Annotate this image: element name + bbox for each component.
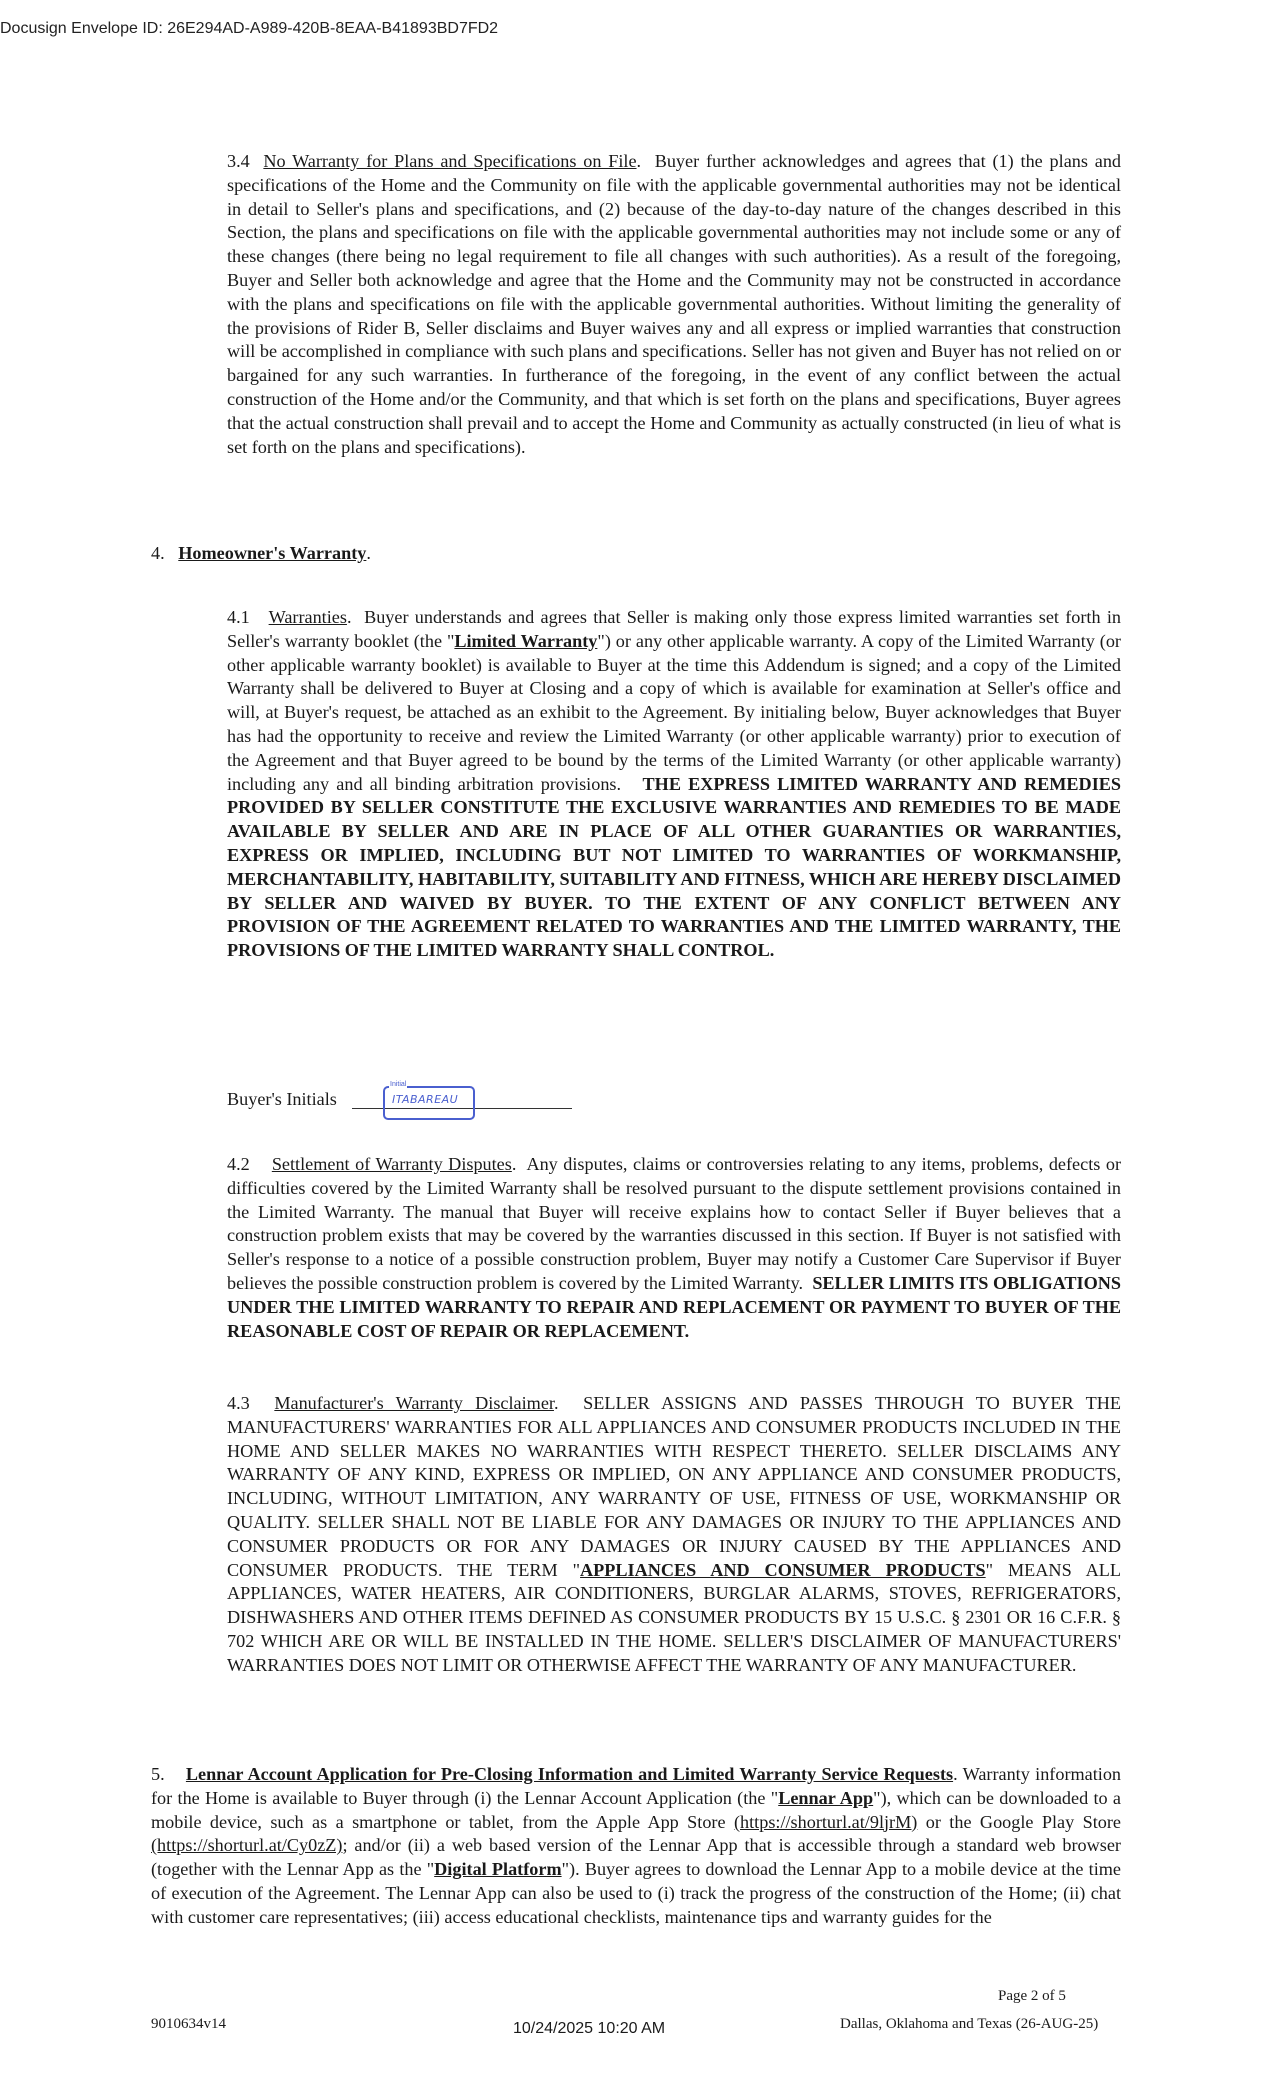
section-4-2-number: 4.2 (227, 1154, 250, 1174)
lennar-app-term: Lennar App (778, 1787, 874, 1808)
page-number: Page 2 of 5 (998, 1988, 1066, 2004)
document-region: Dallas, Oklahoma and Texas (26-AUG-25) (840, 2016, 1099, 2032)
section-4-1: 4.1 Warranties. Buyer understands and agrees that Seller is making only those express limited warranties set forth in Seller's warranty booklet (the "Limited Warranty") or any other applicable warranty. A copy of the Limited Warranty (or other applicable warranty booklet) is available to Buyer at the time this Addendum is signed; and a copy of the Limited Warranty shall be delivered to Buyer at Closing and a copy of which is available for examination at Seller's office and will, at Buyer's request, be attached as an exhibit to the Agreement. By initialing below, Buyer acknowledges that Buyer has had the opportunity to receive and review the Limited Warranty (or other applicable warranty) prior to execution of the Agreement and that Buyer agreed to be bound by the terms of the Limited Warranty (or other applicable warranty) including any and all binding arbitration provisions. THE EXPRESS LIMITED WARRANTY AND REMEDIES PROVIDED BY SELLER CONSTITUTE THE EXCLUSIVE WARRANTIES AND REMEDIES TO BE MADE AVAILABLE BY SELLER AND ARE IN PLACE OF ALL OTHER GUARANTIES OR WARRANTIES, EXPRESS OR IMPLIED, INCLUDING BUT NOT LIMITED TO WARRANTIES OF WORKMANSHIP, MERCHANTABILITY, HABITABILITY, SUITABILITY AND FITNESS, WHICH ARE HEREBY DISCLAIMED BY SELLER AND WAIVED BY BUYER. TO THE EXTENT OF ANY CONFLICT BETWEEN ANY PROVISION OF THE AGREEMENT RELATED TO WARRANTIES AND THE LIMITED WARRANTY, THE PROVISIONS OF THE LIMITED WARRANTY SHALL CONTROL. (227, 607, 1122, 961)
section-3-4-number: 3.4 (227, 151, 250, 171)
section-4-3-body-b: " MEANS ALL APPLIANCES, WATER HEATERS, AIR CONDITIONERS, BURGLAR ALARMS, STOVES, REFRIGERATORS, DISHWASHERS AND OTHER ITEMS DEFINED AS CONSUMER PRODUCTS BY 15 U.S.C. § 2301 OR 16 C.F.R. § 702 WHICH ARE OR WILL BE INSTALLED IN THE HOME. SELLER'S DISCLAIMER OF MANUFACTURERS' WARRANTIES DOES NOT LIMIT OR OTHERWISE AFFECT THE WARRANTY OF ANY MANUFACTURER. (227, 1559, 1121, 1675)
section-4-1-disclaimer: THE EXPRESS LIMITED WARRANTY AND REMEDIES PROVIDED BY SELLER CONSTITUTE THE EXCLUSIVE WARRANTIES AND REMEDIES TO BE MADE AVAILABLE BY SELLER AND ARE IN PLACE OF ALL OTHER GUARANTIES OR WARRANTIES, EXPRESS OR IMPLIED, INCLUDING BUT NOT LIMITED TO WARRANTIES OF WORKMANSHIP, MERCHANTABILITY, HABITABILITY, SUITABILITY AND FITNESS, WHICH ARE HEREBY DISCLAIMED BY SELLER AND WAIVED BY BUYER. TO THE EXTENT OF ANY CONFLICT BETWEEN ANY PROVISION OF THE AGREEMENT RELATED TO WARRANTIES AND THE LIMITED WARRANTY, THE PROVISIONS OF THE LIMITED WARRANTY SHALL CONTROL. (227, 773, 1122, 961)
section-4-heading: 4. Homeowner's Warranty. (151, 543, 371, 563)
envelope-id: Docusign Envelope ID: 26E294AD-A989-420B-8EAA-B41893BD7FD2 (0, 20, 499, 37)
section-5-body-e: "). Buyer agrees to download the Lennar App to a mobile device at the time of execution of the Agreement. The Lennar App can also be used to (i) track the progress of the construction of the Home; (ii) chat with customer care representatives; (iii) access educational checklists, maintenance tips and warranty guides for the (151, 1859, 1121, 1927)
section-4-3-title: Manufacturer's Warranty Disclaimer (274, 1393, 554, 1413)
initials-signature: ITABAREAU (392, 1093, 459, 1106)
signing-timestamp: 10/24/2025 10:20 AM (513, 2020, 666, 2037)
section-5-number: 5. (151, 1764, 165, 1784)
section-4-1-body-a: Buyer understands and agrees that Seller is making only those express limited warranties set forth in Seller's warranty booklet (the " (227, 607, 1122, 651)
section-4-title: Homeowner's Warranty (178, 543, 367, 563)
section-3-4: 3.4 No Warranty for Plans and Specifications on File. Buyer further acknowledges and agrees that (1) the plans and specifications of the Home and the Community on file with the applicable governmental authorities may not be identical in detail to Seller's plans and specifications, and (2) because of the day-to-day nature of the changes described in this Section, the plans and specifications on file with the applicable governmental authorities may not include some or any of these changes (there being no legal requirement to file all changes with such authorities). As a result of the foregoing, Buyer and Seller both acknowledge and agree that the Home and the Community may not be constructed in accordance with the plans and specifications on file with the applicable governmental authorities. Without limiting the generality of the provisions of Rider B, Seller disclaims and Buyer waives any and all express or implied warranties that construction will be accomplished in compliance with such plans and specifications. Seller has not given and Buyer has not relied on or bargained for any such warranties. In furtherance of the foregoing, in the event of any conflict between the actual construction of the Home and/or the Community, and that which is set forth on the plans and specifications, Buyer agrees that the actual construction shall prevail and to accept the Home and Community as actually constructed (in lieu of what is set forth on the plans and specifications). (227, 151, 1122, 457)
apple-store-link[interactable]: (https://shorturl.at/9ljrM) (733, 1811, 918, 1832)
document-version: 9010634v14 (151, 2016, 226, 2032)
section-5-body-d: ; and/or (ii) a web based version of the Lennar App that is accessible through a standard web browser (together with the Lennar App as the " (151, 1835, 1121, 1880)
section-4-2-body: Any disputes, claims or controversies relating to any items, problems, defects or difficulties covered by the Limited Warranty shall be resolved pursuant to the dispute settlement provisions contained in the Limited Warranty. The manual that Buyer will receive explains how to contact Seller if Buyer believes that a construction problem exists that may be covered by the warranties discussed in this section. If Buyer is not satisfied with Seller's response to a notice of a possible construction problem, Buyer may notify a Customer Care Supervisor if Buyer believes the possible construction problem is covered by the Limited Warranty. (227, 1154, 1122, 1293)
section-3-4-body: Buyer further acknowledges and agrees that (1) the plans and specifications of the Home and the Community on file with the applicable governmental authorities may not be identical in detail to Seller's plans and specifications, and (2) because of the day-to-day nature of the changes described in this Section, the plans and specifications on file with the applicable governmental authorities may not include some or any of these changes (there being no legal requirement to file all changes with such authorities). As a result of the foregoing, Buyer and Seller both acknowledge and agree that the Home and the Community may not be constructed in accordance with the plans and specifications on file with the applicable governmental authorities. Without limiting the generality of the provisions of Rider B, Seller disclaims and Buyer waives any and all express or implied warranties that construction will be accomplished in compliance with such plans and specifications. Seller has not given and Buyer has not relied on or bargained for any such warranties. In furtherance of the foregoing, in the event of any conflict between the actual construction of the Home and/or the Community, and that which is set forth on the plans and specifications, Buyer agrees that the actual construction shall prevail and to accept the Home and Community as actually constructed (in lieu of what is set forth on the plans and specifications). (227, 151, 1122, 457)
google-play-link[interactable]: (https://shorturl.at/Cy0zZ) (151, 1835, 343, 1856)
section-4-1-title: Warranties (268, 607, 347, 627)
section-4-2-title: Settlement of Warranty Disputes (271, 1154, 512, 1174)
section-5-body-c: or the Google Play Store (917, 1811, 1121, 1832)
limited-warranty-term: Limited Warranty (454, 630, 598, 651)
section-4-3-body-a: SELLER ASSIGNS AND PASSES THROUGH TO BUYER THE MANUFACTURERS' WARRANTIES FOR ALL APPLIANCES AND CONSUMER PRODUCTS INCLUDED IN THE HOME AND SELLER MAKES NO WARRANTIES WITH RESPECT THERETO. SELLER DISCLAIMS ANY WARRANTY OF ANY KIND, EXPRESS OR IMPLIED, ON ANY APPLIANCE AND CONSUMER PRODUCTS, INCLUDING, WITHOUT LIMITATION, ANY WARRANTY OF USE, FITNESS OF USE, WORKMANSHIP OR QUALITY. SELLER SHALL NOT BE LIABLE FOR ANY DAMAGES OR INJURY TO THE APPLIANCES AND CONSUMER PRODUCTS OR FOR ANY DAMAGES OR INJURY CAUSED BY THE APPLIANCES AND CONSUMER PRODUCTS. THE TERM " (227, 1393, 1121, 1580)
section-4-2: 4.2 Settlement of Warranty Disputes. Any disputes, claims or controversies relating to any items, problems, defects or difficulties covered by the Limited Warranty shall be resolved pursuant to the dispute settlement provisions contained in the Limited Warranty. The manual that Buyer will receive explains how to contact Seller if Buyer believes that a construction problem exists that may be covered by the warranties discussed in this section. If Buyer is not satisfied with Seller's response to a notice of a possible construction problem, Buyer may notify a Customer Care Supervisor if Buyer believes the possible construction problem is covered by the Limited Warranty. SELLER LIMITS ITS OBLIGATIONS UNDER THE LIMITED WARRANTY TO REPAIR AND REPLACEMENT OR PAYMENT TO BUYER OF THE REASONABLE COST OF REPAIR OR REPLACEMENT. (227, 1154, 1122, 1341)
section-4-2-limitation: SELLER LIMITS ITS OBLIGATIONS UNDER THE LIMITED WARRANTY TO REPAIR AND REPLACEMENT OR PAYMENT TO BUYER OF THE REASONABLE COST OF REPAIR OR REPLACEMENT. (227, 1272, 1121, 1341)
initial-tag: Initial (390, 1081, 407, 1088)
section-5: 5. Lennar Account Application for Pre-Closing Information and Limited Warranty Service Requests. Warranty information for the Home is available to Buyer through (i) the Lennar Account Application (the "Lennar App"), which can be downloaded to a mobile device, such as a smartphone or tablet, from the Apple App Store (https://shorturl.at/9ljrM) or the Google Play Store (https://shorturl.at/Cy0zZ); and/or (ii) a web based version of the Lennar App that is accessible through a standard web browser (together with the Lennar App as the "Digital Platform"). Buyer agrees to download the Lennar App to a mobile device at the time of execution of the Agreement. The Lennar App can also be used to (i) track the progress of the construction of the Home; (ii) chat with customer care representatives; (iii) access educational checklists, maintenance tips and warranty guides for the (151, 1764, 1122, 1927)
section-4-3-number: 4.3 (227, 1393, 250, 1413)
section-5-body-a: Warranty information for the Home is available to Buyer through (i) the Lennar Account Application (the " (151, 1764, 1122, 1808)
section-5-title: Lennar Account Application for Pre-Closing Information and Limited Warranty Service Requests (185, 1764, 954, 1784)
appliances-term: APPLIANCES AND CONSUMER PRODUCTS (580, 1559, 986, 1580)
section-4-3: 4.3 Manufacturer's Warranty Disclaimer. SELLER ASSIGNS AND PASSES THROUGH TO BUYER THE MANUFACTURERS' WARRANTIES FOR ALL APPLIANCES AND CONSUMER PRODUCTS INCLUDED IN THE HOME AND SELLER MAKES NO WARRANTIES WITH RESPECT THERETO. SELLER DISCLAIMS ANY WARRANTY OF ANY KIND, EXPRESS OR IMPLIED, ON ANY APPLIANCE AND CONSUMER PRODUCTS, INCLUDING, WITHOUT LIMITATION, ANY WARRANTY OF USE, FITNESS OF USE, WORKMANSHIP OR QUALITY. SELLER SHALL NOT BE LIABLE FOR ANY DAMAGES OR INJURY TO THE APPLIANCES AND CONSUMER PRODUCTS OR FOR ANY DAMAGES OR INJURY CAUSED BY THE APPLIANCES AND CONSUMER PRODUCTS. THE TERM "APPLIANCES AND CONSUMER PRODUCTS" MEANS ALL APPLIANCES, WATER HEATERS, AIR CONDITIONERS, BURGLAR ALARMS, STOVES, REFRIGERATORS, DISHWASHERS AND OTHER ITEMS DEFINED AS CONSUMER PRODUCTS BY 15 U.S.C. § 2301 OR 16 C.F.R. § 702 WHICH ARE OR WILL BE INSTALLED IN THE HOME. SELLER'S DISCLAIMER OF MANUFACTURERS' WARRANTIES DOES NOT LIMIT OR OTHERWISE AFFECT THE WARRANTY OF ANY MANUFACTURER. (227, 1393, 1121, 1675)
section-4-1-number: 4.1 (227, 607, 250, 627)
section-3-4-title: No Warranty for Plans and Specifications on File (263, 151, 637, 171)
section-4-number: 4. (151, 543, 165, 563)
section-5-body-b: "), which can be downloaded to a mobile device, such as a smartphone or tablet, from the Apple App Store (151, 1787, 1122, 1832)
section-4-1-body-b: ") or any other applicable warranty. A copy of the Limited Warranty (or other applicable warranty booklet) is available to Buyer at the time this Addendum is signed; and a copy of the Limited Warranty shall be delivered to Buyer at Closing and a copy of which is available for examination at Seller's office and will, at Buyer's request, be attached as an exhibit to the Agreement. By initialing below, Buyer acknowledges that Buyer has had the opportunity to receive and review the Limited Warranty (or other applicable warranty) prior to execution of the Agreement and that Buyer agreed to be bound by the terms of the Limited Warranty (or other applicable warranty) including any and all binding arbitration provisions. (227, 630, 1121, 794)
digital-platform-term: Digital Platform (434, 1859, 562, 1880)
buyer-initials-label: Buyer's Initials (227, 1089, 337, 1109)
